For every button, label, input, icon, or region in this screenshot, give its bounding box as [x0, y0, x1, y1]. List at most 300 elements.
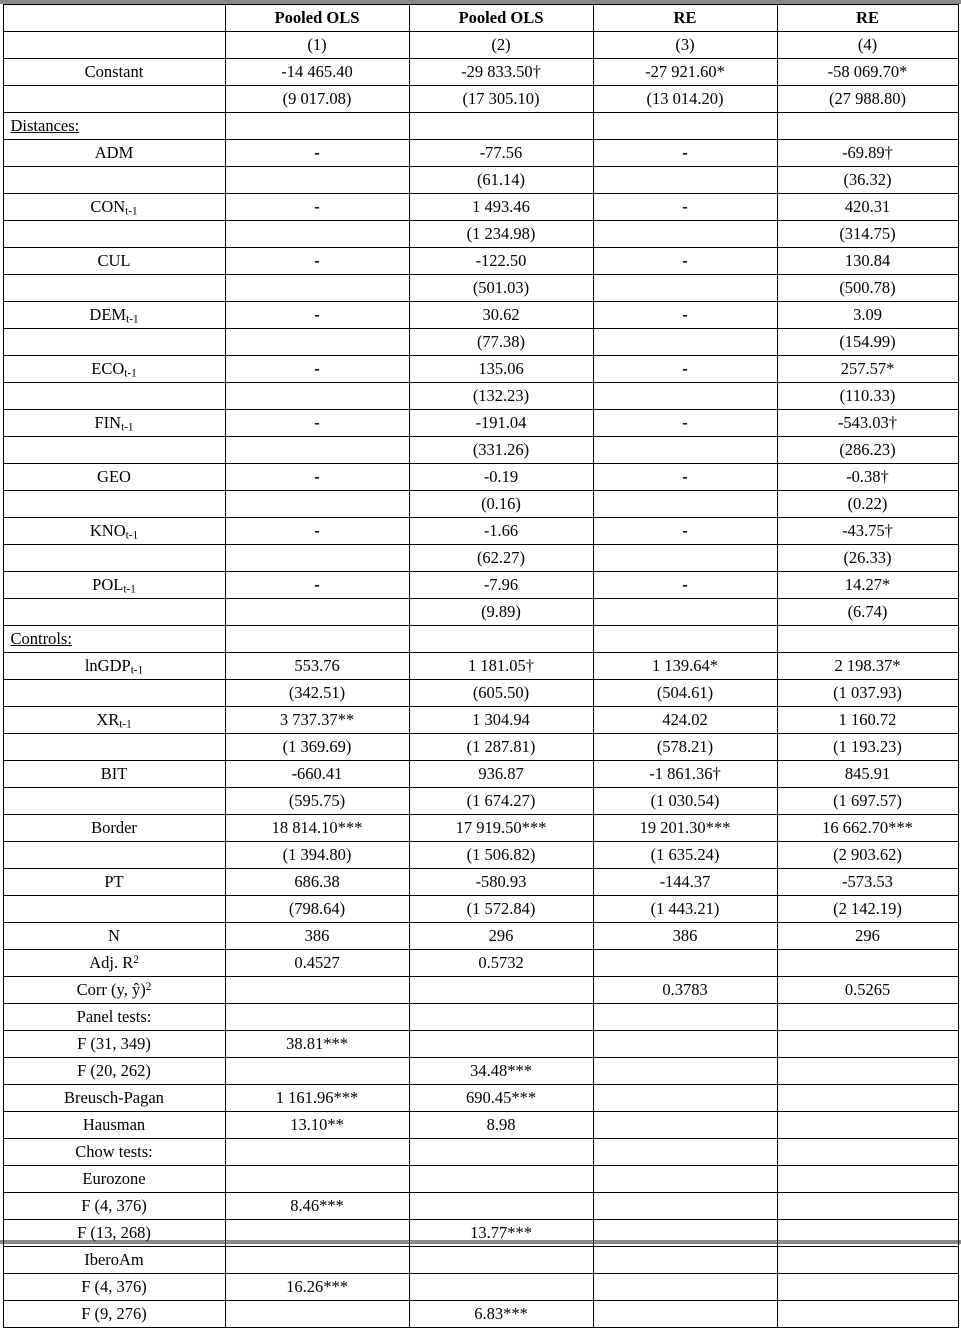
value-cell-3: [593, 1220, 777, 1247]
std-error-cell-3: [593, 437, 777, 464]
row-label: [3, 410, 225, 437]
table-row: [3, 626, 958, 653]
row-label: [3, 599, 225, 626]
value-cell-3: [593, 356, 777, 383]
value-cell-1: [225, 140, 409, 167]
std-error-cell-1: [225, 275, 409, 302]
value-cell-2: 296: [409, 923, 593, 950]
value-cell-2: [409, 1274, 593, 1301]
value-cell-3: [593, 1166, 777, 1193]
table-row: [3, 518, 958, 545]
row-label: [3, 302, 225, 329]
table-row: [3, 383, 958, 410]
value-cell-1: 18 814.10***: [225, 815, 409, 842]
value-cell-4: -573.53: [777, 869, 958, 896]
table-row: [3, 113, 958, 140]
row-label: F (31, 349): [3, 1031, 225, 1058]
table-row: [3, 572, 958, 599]
row-label: ADM: [3, 140, 225, 167]
std-error-cell-4: (110.33): [777, 383, 958, 410]
value-cell-2: 1 181.05†: [409, 653, 593, 680]
value-cell-2: 936.87: [409, 761, 593, 788]
value-cell-2: 13.77***: [409, 1220, 593, 1247]
std-error-cell-1: (798.64): [225, 896, 409, 923]
value-cell-4: 0.5265: [777, 977, 958, 1004]
value-cell-4: [777, 1004, 958, 1031]
not-applicable-dash: -: [682, 575, 688, 594]
value-cell-2: -0.19: [409, 464, 593, 491]
value-cell-3: [593, 1031, 777, 1058]
std-error-cell-2: (77.38): [409, 329, 593, 356]
std-error-cell-3: [593, 329, 777, 356]
value-cell-3: [593, 518, 777, 545]
value-cell-2: 30.62: [409, 302, 593, 329]
value-cell-3: [593, 113, 777, 140]
value-cell-4: -0.38†: [777, 464, 958, 491]
value-cell-1: [225, 572, 409, 599]
std-error-cell-1: [225, 329, 409, 356]
std-error-cell-2: (9.89): [409, 599, 593, 626]
table-row: [3, 653, 958, 680]
row-label-superscript: 2: [133, 953, 139, 966]
std-error-cell-2: (1 506.82): [409, 842, 593, 869]
table-row: [3, 1166, 958, 1193]
not-applicable-dash: -: [314, 197, 320, 216]
std-error-cell-3: [593, 599, 777, 626]
row-label: F (13, 268): [3, 1220, 225, 1247]
value-cell-3: [593, 302, 777, 329]
std-error-cell-3: (1 443.21): [593, 896, 777, 923]
column-header-4: RE: [777, 5, 958, 32]
not-applicable-dash: -: [314, 413, 320, 432]
row-label: [3, 950, 225, 977]
value-cell-3: [593, 194, 777, 221]
row-label: [3, 545, 225, 572]
value-cell-3: -1 861.36†: [593, 761, 777, 788]
value-cell-4: -69.89†: [777, 140, 958, 167]
std-error-cell-4: (27 988.80): [777, 86, 958, 113]
std-error-cell-3: (1 635.24): [593, 842, 777, 869]
row-label: [3, 221, 225, 248]
table-row: [3, 788, 958, 815]
row-label-subscript: t-1: [121, 421, 134, 434]
row-label: Breusch-Pagan: [3, 1085, 225, 1112]
column-header-1: Pooled OLS: [225, 5, 409, 32]
value-cell-2: 17 919.50***: [409, 815, 593, 842]
row-label-text: KNO: [89, 521, 126, 540]
value-cell-3: [593, 1058, 777, 1085]
table-row: [3, 815, 958, 842]
std-error-cell-2: (17 305.10): [409, 86, 593, 113]
table-row: [3, 1112, 958, 1139]
table-row: [3, 1058, 958, 1085]
table-row: [3, 761, 958, 788]
row-label-subscript: t-1: [119, 718, 132, 731]
value-cell-3: [593, 1247, 777, 1274]
std-error-cell-1: [225, 437, 409, 464]
value-cell-4: [777, 1058, 958, 1085]
table-row: [3, 707, 958, 734]
std-error-cell-2: (0.16): [409, 491, 593, 518]
value-cell-2: -1.66: [409, 518, 593, 545]
value-cell-4: [777, 1274, 958, 1301]
column-number-3: (3): [593, 32, 777, 59]
value-cell-2: -122.50: [409, 248, 593, 275]
table-row: [3, 923, 958, 950]
table-row: [3, 680, 958, 707]
not-applicable-dash: -: [314, 521, 320, 540]
value-cell-1: 38.81***: [225, 1031, 409, 1058]
value-cell-1: -660.41: [225, 761, 409, 788]
value-cell-2: -580.93: [409, 869, 593, 896]
table-row: [3, 167, 958, 194]
table-body: [3, 5, 958, 1328]
std-error-cell-1: (1 369.69): [225, 734, 409, 761]
value-cell-4: 296: [777, 923, 958, 950]
std-error-cell-3: [593, 383, 777, 410]
std-error-cell-4: (500.78): [777, 275, 958, 302]
value-cell-2: -7.96: [409, 572, 593, 599]
table-row: [3, 140, 958, 167]
value-cell-2: [409, 113, 593, 140]
std-error-cell-1: (1 394.80): [225, 842, 409, 869]
group-label: IberoAm: [3, 1247, 225, 1274]
table-row: [3, 1193, 958, 1220]
value-cell-1: 3 737.37**: [225, 707, 409, 734]
row-label: [3, 518, 225, 545]
value-cell-4: [777, 113, 958, 140]
value-cell-1: 8.46***: [225, 1193, 409, 1220]
table-row: [3, 59, 958, 86]
column-number-4: (4): [777, 32, 958, 59]
row-label: [3, 653, 225, 680]
row-label: [3, 572, 225, 599]
value-cell-1: [225, 977, 409, 1004]
value-cell-2: 6.83***: [409, 1301, 593, 1328]
value-cell-1: [225, 1301, 409, 1328]
row-label: [3, 194, 225, 221]
value-cell-4: 14.27*: [777, 572, 958, 599]
row-label: Constant: [3, 59, 225, 86]
std-error-cell-1: (595.75): [225, 788, 409, 815]
row-label: F (9, 276): [3, 1301, 225, 1328]
value-cell-4: -58 069.70*: [777, 59, 958, 86]
value-cell-2: [409, 1166, 593, 1193]
row-label: [3, 842, 225, 869]
row-label: Hausman: [3, 1112, 225, 1139]
not-applicable-dash: -: [314, 467, 320, 486]
table-row: [3, 977, 958, 1004]
value-cell-4: -543.03†: [777, 410, 958, 437]
value-cell-1: -14 465.40: [225, 59, 409, 86]
value-cell-3: [593, 248, 777, 275]
value-cell-3: -27 921.60*: [593, 59, 777, 86]
section-label-text: Controls:: [10, 629, 72, 648]
not-applicable-dash: -: [682, 359, 688, 378]
not-applicable-dash: -: [682, 305, 688, 324]
value-cell-2: [409, 977, 593, 1004]
value-cell-4: 420.31: [777, 194, 958, 221]
table-row: [3, 842, 958, 869]
value-cell-4: [777, 950, 958, 977]
std-error-cell-4: (26.33): [777, 545, 958, 572]
value-cell-1: [225, 1058, 409, 1085]
std-error-cell-2: (501.03): [409, 275, 593, 302]
std-error-cell-1: [225, 491, 409, 518]
value-cell-1: 553.76: [225, 653, 409, 680]
value-cell-2: [409, 1193, 593, 1220]
row-label-text: ECO: [91, 359, 125, 378]
column-number-2: (2): [409, 32, 593, 59]
not-applicable-dash: -: [682, 251, 688, 270]
value-cell-2: [409, 1031, 593, 1058]
std-error-cell-3: [593, 275, 777, 302]
row-label: F (4, 376): [3, 1274, 225, 1301]
value-cell-1: [225, 248, 409, 275]
table-row: [3, 86, 958, 113]
std-error-cell-3: (1 030.54): [593, 788, 777, 815]
value-cell-3: [593, 464, 777, 491]
table-row: [3, 32, 958, 59]
not-applicable-dash: -: [682, 467, 688, 486]
value-cell-1: [225, 1220, 409, 1247]
value-cell-2: 135.06: [409, 356, 593, 383]
value-cell-2: -29 833.50†: [409, 59, 593, 86]
std-error-cell-1: [225, 545, 409, 572]
not-applicable-dash: -: [682, 413, 688, 432]
corner-cell: [3, 5, 225, 32]
table-row: [3, 329, 958, 356]
table-row: [3, 1004, 958, 1031]
table-row: [3, 734, 958, 761]
value-cell-1: [225, 356, 409, 383]
std-error-cell-2: (1 674.27): [409, 788, 593, 815]
std-error-cell-4: (2 142.19): [777, 896, 958, 923]
row-label: [3, 32, 225, 59]
table-row: [3, 491, 958, 518]
table-row: [3, 869, 958, 896]
row-label: [3, 491, 225, 518]
value-cell-4: [777, 1085, 958, 1112]
value-cell-3: 1 139.64*: [593, 653, 777, 680]
value-cell-4: 3.09: [777, 302, 958, 329]
row-label: [3, 167, 225, 194]
value-cell-3: 0.3783: [593, 977, 777, 1004]
table-row: [3, 1031, 958, 1058]
row-label: F (20, 262): [3, 1058, 225, 1085]
group-label: Panel tests:: [3, 1004, 225, 1031]
value-cell-3: [593, 626, 777, 653]
table-row: [3, 599, 958, 626]
not-applicable-dash: -: [314, 143, 320, 162]
value-cell-1: [225, 302, 409, 329]
row-label: GEO: [3, 464, 225, 491]
value-cell-1: 686.38: [225, 869, 409, 896]
value-cell-2: 0.5732: [409, 950, 593, 977]
value-cell-4: 1 160.72: [777, 707, 958, 734]
row-label: [3, 437, 225, 464]
row-label-text: CON: [90, 197, 126, 216]
value-cell-2: 690.45***: [409, 1085, 593, 1112]
value-cell-4: [777, 626, 958, 653]
std-error-cell-4: (1 697.57): [777, 788, 958, 815]
value-cell-1: [225, 410, 409, 437]
value-cell-4: [777, 1220, 958, 1247]
std-error-cell-4: (1 193.23): [777, 734, 958, 761]
value-cell-2: [409, 626, 593, 653]
row-label: [3, 788, 225, 815]
std-error-cell-2: (331.26): [409, 437, 593, 464]
value-cell-3: [593, 410, 777, 437]
table-row: [3, 194, 958, 221]
row-label: CUL: [3, 248, 225, 275]
std-error-cell-2: (605.50): [409, 680, 593, 707]
row-label: [3, 896, 225, 923]
value-cell-2: 1 304.94: [409, 707, 593, 734]
table-row: [3, 545, 958, 572]
row-label: [3, 977, 225, 1004]
table-row: [3, 896, 958, 923]
row-label-subscript: t-1: [123, 583, 136, 596]
row-label-subscript: t-1: [130, 664, 144, 677]
row-label: BIT: [3, 761, 225, 788]
section-label-text: Distances:: [10, 116, 80, 135]
std-error-cell-3: (13 014.20): [593, 86, 777, 113]
row-label: [3, 734, 225, 761]
value-cell-3: [593, 572, 777, 599]
value-cell-1: [225, 1247, 409, 1274]
std-error-cell-3: [593, 545, 777, 572]
value-cell-3: 386: [593, 923, 777, 950]
value-cell-4: -43.75†: [777, 518, 958, 545]
value-cell-1: [225, 1166, 409, 1193]
row-label-text: lnGDP: [84, 656, 131, 675]
row-label-text: Adj. R: [89, 953, 134, 972]
table-row: [3, 302, 958, 329]
std-error-cell-1: (342.51): [225, 680, 409, 707]
std-error-cell-4: (2 903.62): [777, 842, 958, 869]
std-error-cell-2: (61.14): [409, 167, 593, 194]
row-label-text: POL: [92, 575, 124, 594]
value-cell-4: [777, 1166, 958, 1193]
table-row: [3, 221, 958, 248]
table-row: [3, 1085, 958, 1112]
value-cell-3: [593, 1193, 777, 1220]
column-header-2: Pooled OLS: [409, 5, 593, 32]
table-row: [3, 1274, 958, 1301]
std-error-cell-3: [593, 167, 777, 194]
value-cell-4: [777, 1139, 958, 1166]
value-cell-4: 2 198.37*: [777, 653, 958, 680]
column-number-1: (1): [225, 32, 409, 59]
value-cell-3: [593, 1004, 777, 1031]
table-row: [3, 437, 958, 464]
row-label: [3, 86, 225, 113]
row-label: [3, 707, 225, 734]
row-label-subscript: t-1: [125, 205, 138, 218]
row-label: [3, 329, 225, 356]
value-cell-1: 16.26***: [225, 1274, 409, 1301]
table-row: [3, 1301, 958, 1328]
value-cell-3: [593, 1274, 777, 1301]
std-error-cell-4: (154.99): [777, 329, 958, 356]
value-cell-1: [225, 518, 409, 545]
value-cell-2: [409, 1247, 593, 1274]
value-cell-2: -77.56: [409, 140, 593, 167]
not-applicable-dash: -: [682, 143, 688, 162]
value-cell-2: 34.48***: [409, 1058, 593, 1085]
value-cell-1: 0.4527: [225, 950, 409, 977]
std-error-cell-2: (1 234.98): [409, 221, 593, 248]
std-error-cell-1: [225, 167, 409, 194]
value-cell-2: 1 493.46: [409, 194, 593, 221]
std-error-cell-1: [225, 383, 409, 410]
row-label-text: DEM: [89, 305, 127, 324]
not-applicable-dash: -: [314, 359, 320, 378]
value-cell-4: [777, 1112, 958, 1139]
row-label-text: Corr (y, ŷ): [76, 980, 146, 999]
std-error-cell-2: (62.27): [409, 545, 593, 572]
row-label-subscript: t-1: [124, 367, 137, 380]
table-row: [3, 1139, 958, 1166]
row-label: PT: [3, 869, 225, 896]
std-error-cell-2: (1 572.84): [409, 896, 593, 923]
value-cell-2: -191.04: [409, 410, 593, 437]
std-error-cell-4: (1 037.93): [777, 680, 958, 707]
not-applicable-dash: -: [682, 197, 688, 216]
row-label: F (4, 376): [3, 1193, 225, 1220]
std-error-cell-3: (578.21): [593, 734, 777, 761]
value-cell-3: [593, 950, 777, 977]
row-label: [3, 383, 225, 410]
table-row: [3, 5, 958, 32]
table-row: [3, 1247, 958, 1274]
value-cell-1: [225, 194, 409, 221]
table-row: [3, 410, 958, 437]
table-row: [3, 950, 958, 977]
std-error-cell-2: (132.23): [409, 383, 593, 410]
value-cell-4: 130.84: [777, 248, 958, 275]
value-cell-2: 8.98: [409, 1112, 593, 1139]
row-label: [3, 275, 225, 302]
value-cell-4: [777, 1247, 958, 1274]
std-error-cell-4: (36.32): [777, 167, 958, 194]
row-label: [3, 680, 225, 707]
table-row: [3, 356, 958, 383]
value-cell-2: [409, 1004, 593, 1031]
row-label: Border: [3, 815, 225, 842]
std-error-cell-4: (286.23): [777, 437, 958, 464]
value-cell-1: [225, 464, 409, 491]
table-row: [3, 248, 958, 275]
table-row: [3, 1220, 958, 1247]
value-cell-3: -144.37: [593, 869, 777, 896]
value-cell-1: 386: [225, 923, 409, 950]
group-label: Chow tests:: [3, 1139, 225, 1166]
table-row: [3, 275, 958, 302]
value-cell-1: [225, 1139, 409, 1166]
std-error-cell-3: [593, 221, 777, 248]
section-label: [3, 113, 225, 140]
value-cell-1: [225, 113, 409, 140]
value-cell-3: 424.02: [593, 707, 777, 734]
not-applicable-dash: -: [314, 251, 320, 270]
std-error-cell-3: (504.61): [593, 680, 777, 707]
value-cell-4: 16 662.70***: [777, 815, 958, 842]
row-label-text: FIN: [94, 413, 122, 432]
std-error-cell-4: (6.74): [777, 599, 958, 626]
row-label: N: [3, 923, 225, 950]
